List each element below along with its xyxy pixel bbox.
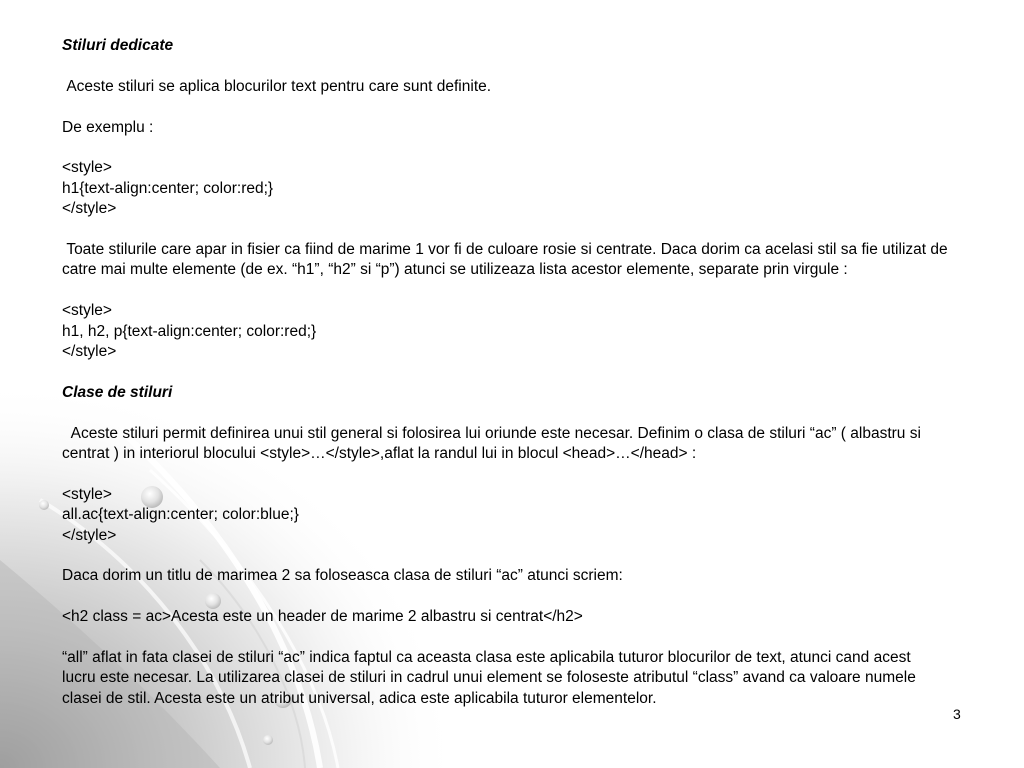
code-line: h1{text-align:center; color:red;}	[62, 179, 274, 197]
usage-code-line: <h2 class = ac>Acesta este un header de marime 2 albastru si centrat</h2>	[62, 608, 583, 626]
spacer	[62, 220, 972, 240]
spacer	[62, 362, 972, 382]
code-line: <style>	[62, 302, 112, 320]
spacer	[62, 281, 972, 301]
example-label: De exemplu :	[62, 118, 154, 136]
section-title-stiluri-dedicate: Stiluri dedicate	[62, 37, 174, 54]
code-block-3	[62, 485, 972, 546]
section1-intro-text: Aceste stiluri se aplica blocurilor text pentru care sunt definite.	[62, 77, 492, 95]
code-block-2	[62, 301, 972, 362]
code-line: <style>	[62, 159, 112, 177]
spacer	[62, 97, 972, 117]
code-block-1	[62, 158, 972, 219]
section2-intro-text: Aceste stiluri permit definirea unui stil general si folosirea lui oriunde este necesar. Definim o clasa de stiluri “ac” ( albastru si centrat ) in interiorul blocului <style>…</style>,aflat la randul lui in blocul <head>…</head> :	[62, 424, 926, 463]
section1-paragraph: Toate stilurile care apar in fisier ca fiind de marime 1 vor fi de culoare rosie si centrate. Daca dorim ca acelasi stil sa fie utilizat de catre mai multe elemente (de ex. “h1”, “h2” si “p”) atunci se utilizeaza lista acestor elemente, separate prin virgule :	[62, 241, 952, 279]
spacer	[62, 138, 972, 158]
explanation-text: “all” aflat in fata clasei de stiluri “ac” indica faptul ca aceasta clasa este aplicabila tuturor blocurilor de text, atunci cand acest lucru este necesar. La utilizarea clasei de stiluri in cadrul unui element se foloseste atributul “class” avand ca valoare numele clasei de stil. Acesta este un atribut universal, adica este aplicabila tuturor elementelor.	[62, 649, 916, 707]
code-line: <style>	[62, 485, 112, 503]
code-line: h1, h2, p{text-align:center; color:red;}	[62, 322, 317, 340]
spacer	[62, 403, 972, 423]
slide-content	[62, 36, 972, 709]
code-line: all.ac{text-align:center; color:blue;}	[62, 506, 299, 524]
spacer	[62, 628, 972, 648]
code-line: </style>	[62, 343, 117, 361]
code-line: </style>	[62, 526, 117, 544]
code-line: </style>	[62, 200, 117, 218]
spacer	[62, 56, 972, 76]
spacer	[62, 464, 972, 484]
page-number: 3	[953, 706, 961, 722]
spacer	[62, 587, 972, 607]
section-title-clase-de-stiluri: Clase de stiluri	[62, 383, 173, 401]
spacer	[62, 546, 972, 566]
usage-intro-text: Daca dorim un titlu de marimea 2 sa foloseasca clasa de stiluri “ac” atunci scriem:	[62, 567, 623, 585]
